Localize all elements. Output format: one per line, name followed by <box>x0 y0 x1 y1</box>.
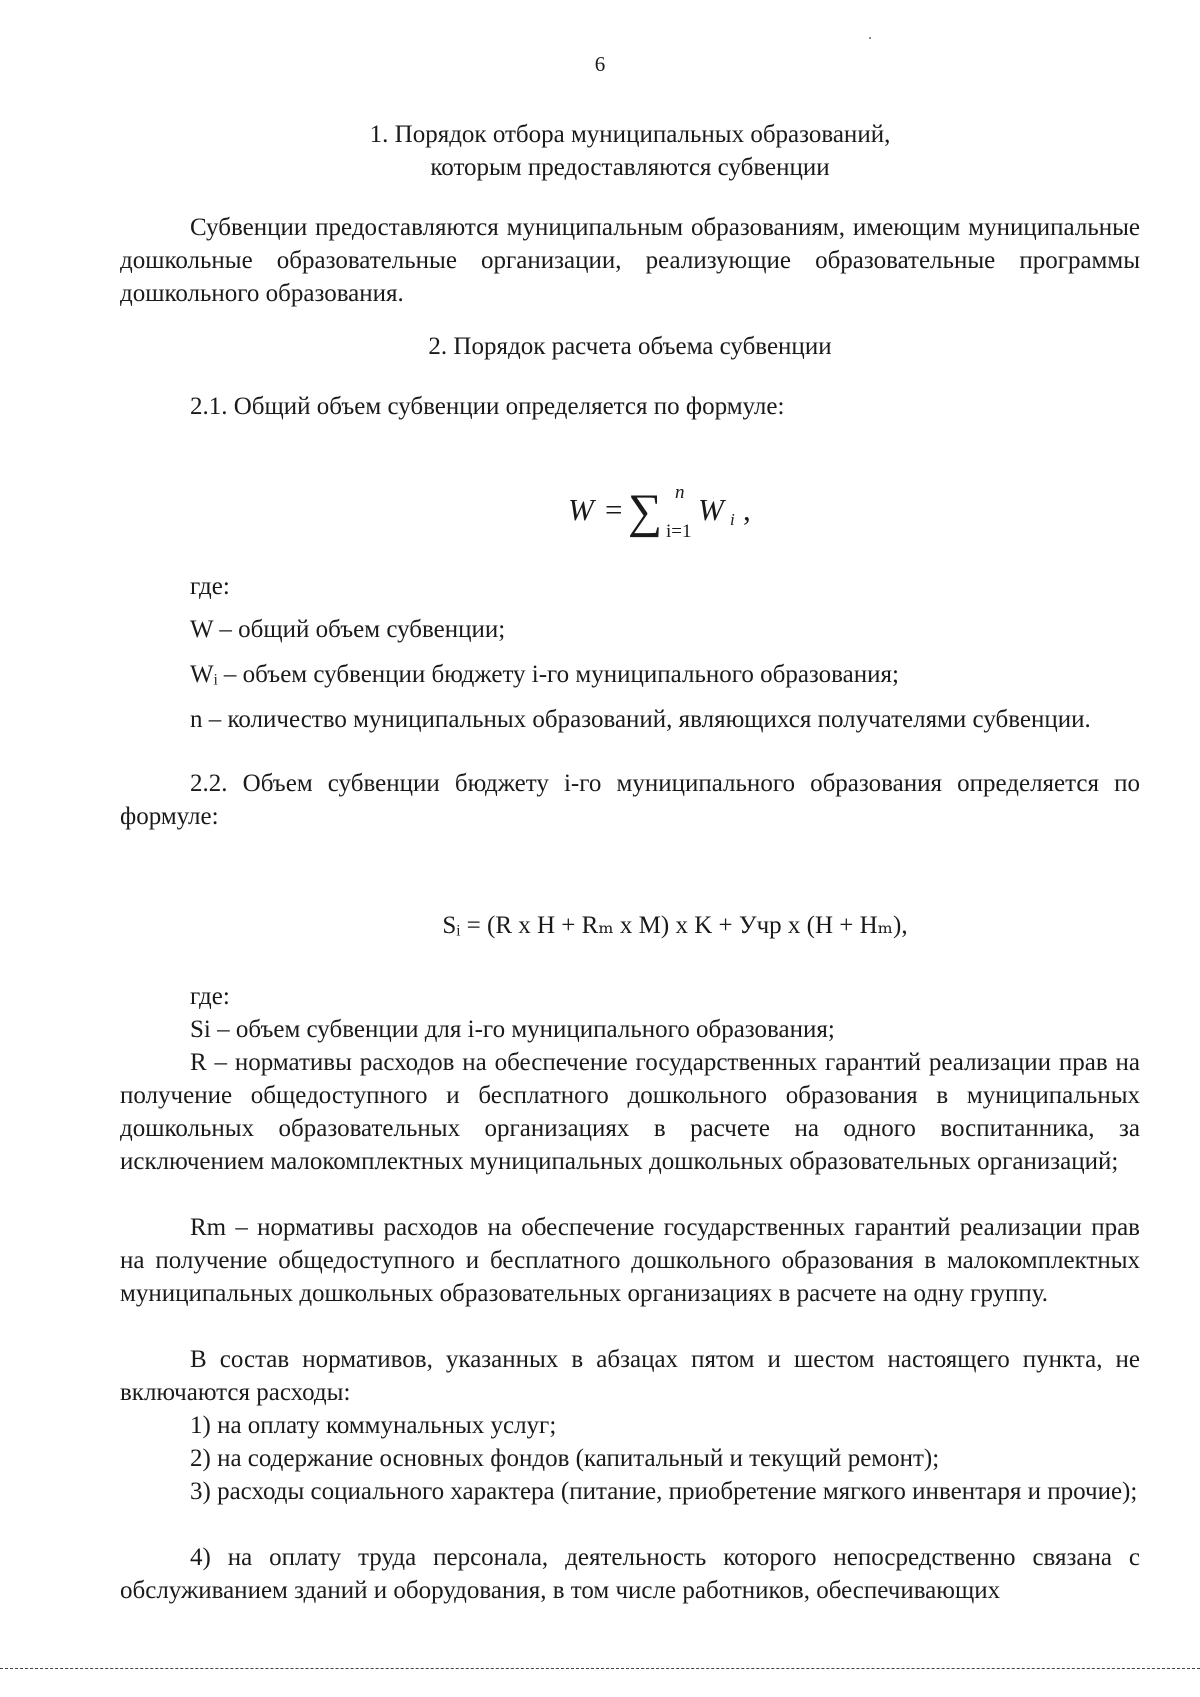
definition-si: Si – объем субвенции для i-го муниципального образования; <box>190 1016 835 1043</box>
section1-paragraph: Субвенции предоставляются муниципальным образованиям, имеющим муниципальные дошкольные образовательные организации, реализующие образовательные программы дошкольного образования. <box>120 214 1140 307</box>
paragraph-2-1: 2.1. Общий объем субвенции определяется по формуле: <box>190 393 785 420</box>
definition-w: W – общий объем субвенции; <box>190 616 506 643</box>
formula-comma: , <box>743 492 751 527</box>
sigma-upper-limit: n <box>675 482 685 503</box>
definition-n: n – количество муниципальных образований, являющихся получателями субвенции. <box>190 706 1091 733</box>
formula-lhs: W <box>568 492 594 527</box>
section2-heading: 2. Порядок расчета объема субвенции <box>428 333 832 360</box>
formula-term-subscript: i <box>730 510 735 529</box>
where-label-1: где: <box>190 573 230 600</box>
list-item-4: 4) на оплату труда персонала, деятельность которого непосредственно связана с обслуживанием зданий и оборудования, в том числе работников, обеспечивающих <box>120 1544 1140 1604</box>
definition-wi: Wᵢ – объем субвенции бюджету i-го муниципального образования; <box>190 661 899 688</box>
composition-paragraph: В состав нормативов, указанных в абзацах пятом и шестом настоящего пункта, не включаются расходы: <box>120 1346 1140 1406</box>
definition-rm: Rm – нормативы расходов на обеспечение государственных гарантий реализации прав на получение общедоступного и бесплатного дошкольного образования в малокомплектных муниципальных дошкольных образовательных организациях в расчете на одну группу. <box>120 1214 1140 1307</box>
sigma-symbol: ∑ <box>628 485 663 538</box>
page-bottom-divider <box>0 1668 1200 1669</box>
list-item-3: 3) расходы социального характера (питание, приобретение мягкого инвентаря и прочие); <box>190 1478 1138 1505</box>
definition-r: R – нормативы расходов на обеспечение государственных гарантий реализации прав на получение общедоступного и бесплатного дошкольного образования в муниципальных дошкольных образовательных организациях в расчете на одного воспитанника, за исключением малокомплектных муниципальных дошкольных образовательных организаций; <box>120 1049 1140 1175</box>
list-item-2: 2) на содержание основных фондов (капитальный и текущий ремонт); <box>190 1445 940 1472</box>
sum-formula <box>0 482 1200 548</box>
scan-speck <box>869 37 871 39</box>
sigma-lower-limit: i=1 <box>666 521 692 542</box>
subvention-formula: Sᵢ = (R x H + Rₘ x M) x K + Учр x (H + Hₘ), <box>442 912 908 939</box>
where-label-2: где: <box>190 983 230 1010</box>
formula-term: W <box>698 492 724 527</box>
page-number: 6 <box>594 52 606 76</box>
section1-heading-line2: которым предоставляются субвенции <box>430 154 830 181</box>
section1-heading-line1: 1. Порядок отбора муниципальных образований, <box>369 121 891 148</box>
formula-equals: = <box>605 492 623 527</box>
paragraph-2-2: 2.2. Объем субвенции бюджету i-го муниципального образования определяется по формуле: <box>120 770 1140 830</box>
list-item-1: 1) на оплату коммунальных услуг; <box>190 1412 557 1439</box>
